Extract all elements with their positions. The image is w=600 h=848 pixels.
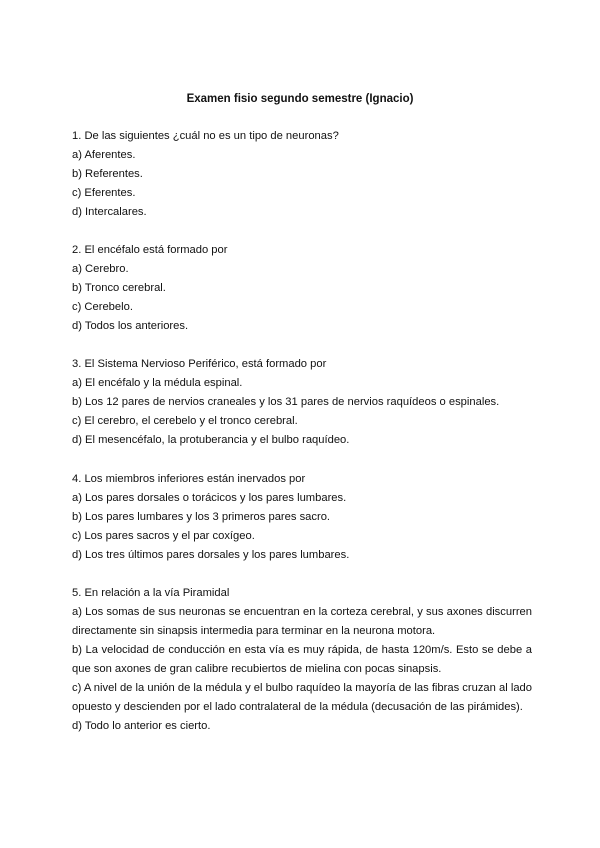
question-3 <box>72 355 532 450</box>
document-title: Examen fisio segundo semestre (Ignacio) <box>186 93 414 105</box>
answer-option-b: b) Tronco cerebral. <box>72 282 166 294</box>
answer-option-b: b) La velocidad de conducción en esta vía es muy rápida, de hasta 120m/s. Esto se debe a que son axones de gran calibre recubiertos de mielina con pocas sinapsis. <box>72 644 532 675</box>
answer-option-a: a) Los pares dorsales o torácicos y los pares lumbares. <box>72 492 347 504</box>
answer-option-a: a) El encéfalo y la médula espinal. <box>72 377 243 389</box>
answer-option-d: d) El mesencéfalo, la protuberancia y el bulbo raquídeo. <box>72 434 350 446</box>
answer-option-d: d) Los tres últimos pares dorsales y los pares lumbares. <box>72 549 350 561</box>
answer-option-d: d) Todo lo anterior es cierto. <box>72 720 211 732</box>
question-2 <box>72 241 532 336</box>
answer-option-c: c) El cerebro, el cerebelo y el tronco cerebral. <box>72 415 298 427</box>
question-prompt: 2. El encéfalo está formado por <box>72 244 228 256</box>
answer-option-c: c) A nivel de la unión de la médula y el bulbo raquídeo la mayoría de las fibras cruzan al lado opuesto y descienden por el lado contralateral de la médula (decusación de las pirámides). <box>72 682 532 713</box>
answer-option-d: d) Todos los anteriores. <box>72 320 189 332</box>
question-prompt: 3. El Sistema Nervioso Periférico, está formado por <box>72 358 327 370</box>
question-prompt: 1. De las siguientes ¿cuál no es un tipo de neuronas? <box>72 130 339 142</box>
question-1 <box>72 127 532 222</box>
question-5 <box>72 584 532 736</box>
question-prompt: 5. En relación a la vía Piramidal <box>72 587 230 599</box>
answer-option-a: a) Los somas de sus neuronas se encuentran en la corteza cerebral, y sus axones discurren directamente sin sinapsis intermedia para terminar en la neurona motora. <box>72 606 532 637</box>
answer-option-b: b) Los 12 pares de nervios craneales y los 31 pares de nervios raquídeos o espinales. <box>72 396 500 408</box>
answer-option-b: b) Los pares lumbares y los 3 primeros pares sacro. <box>72 511 331 523</box>
answer-option-a: a) Aferentes. <box>72 149 136 161</box>
answer-option-b: b) Referentes. <box>72 168 143 180</box>
answer-option-d: d) Intercalares. <box>72 206 147 218</box>
answer-option-c: c) Los pares sacros y el par coxígeo. <box>72 530 255 542</box>
question-4 <box>72 470 532 565</box>
answer-option-a: a) Cerebro. <box>72 263 129 275</box>
question-prompt: 4. Los miembros inferiores están inervados por <box>72 473 306 485</box>
answer-option-c: c) Eferentes. <box>72 187 136 199</box>
answer-option-c: c) Cerebelo. <box>72 301 133 313</box>
